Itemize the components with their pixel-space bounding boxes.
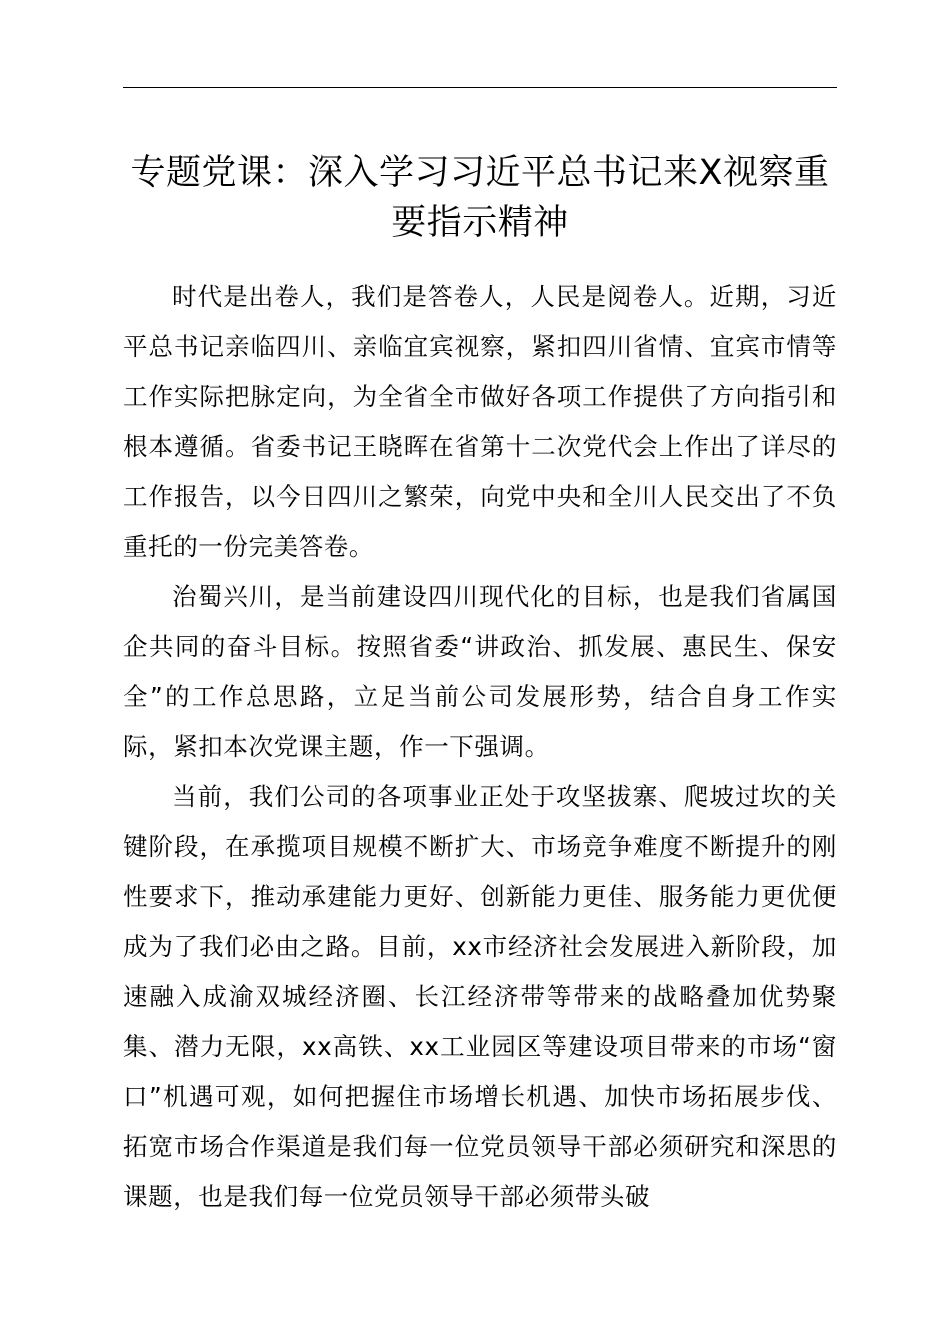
header-rule <box>123 87 837 88</box>
paragraph-3: 当前，我们公司的各项事业正处于攻坚拔寨、爬坡过坎的关键阶段，在承揽项目规模不断扩大、市场竞争难度不断提升的刚性要求下，推动承建能力更好、创新能力更佳、服务能力更优便成为了我们必由之路。目前，xx市经济社会发展进入新阶段，加速融入成渝双城经济圈、长江经济带等带来的战略叠加优势聚集、潜力无限，xx高铁、xx工业园区等建设项目带来的市场“窗口”机遇可观，如何把握住市场增长机遇、加快市场拓展步伐、拓宽市场合作渠道是我们每一位党员领导干部必须研究和深思的课题，也是我们每一位党员领导干部必须带头破 <box>123 782 837 1211</box>
title-line-1: 专题党课：深入学习习近平总书记来X视察重 <box>130 153 830 193</box>
paragraph-2: 治蜀兴川，是当前建设四川现代化的目标，也是我们省属国企共同的奋斗目标。按照省委“讲政治、抓发展、惠民生、保安全”的工作总思路，立足当前公司发展形势，结合自身工作实际，紧扣本次党课主题，作一下强调。 <box>123 582 837 761</box>
document-body <box>123 272 837 1222</box>
title-line-2: 要指示精神 <box>391 203 569 243</box>
document-title <box>110 148 850 248</box>
paragraph-1: 时代是出卷人，我们是答卷人，人民是阅卷人。近期，习近平总书记亲临四川、亲临宜宾视察，紧扣四川省情、宜宾市情等工作实际把脉定向，为全省全市做好各项工作提供了方向指引和根本遵循。省委书记王晓晖在省第十二次党代会上作出了详尽的工作报告，以今日四川之繁荣，向党中央和全川人民交出了不负重托的一份完美答卷。 <box>123 282 837 561</box>
